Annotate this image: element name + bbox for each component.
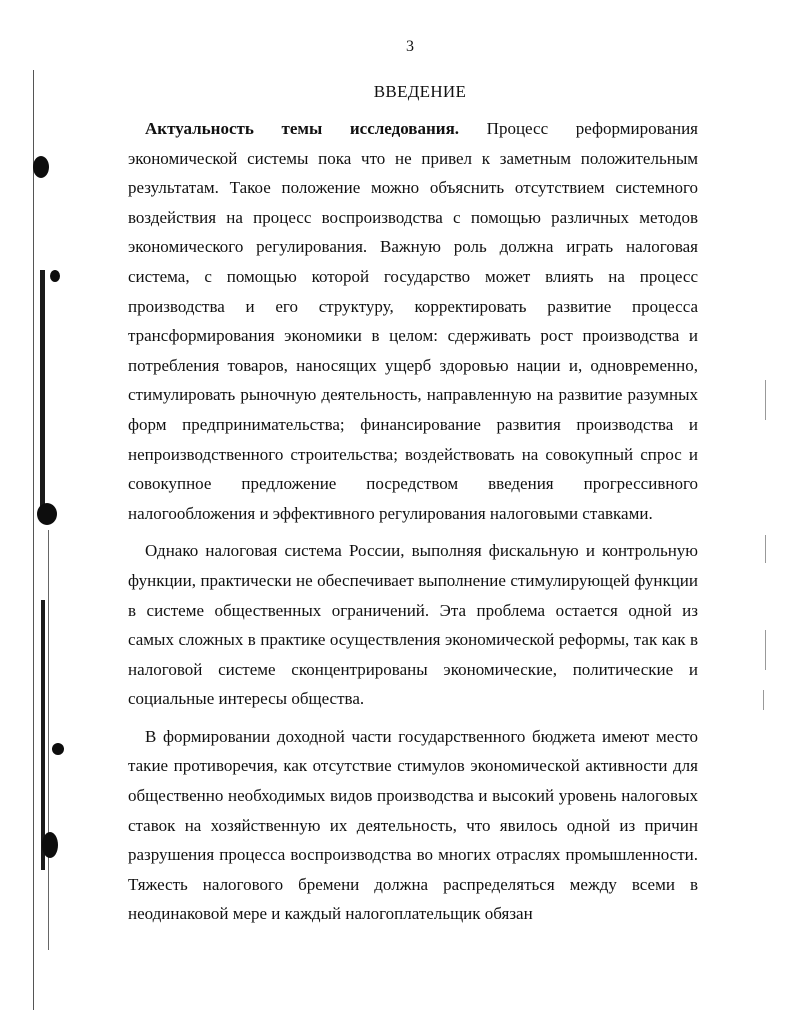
binding-edge-line bbox=[48, 530, 49, 950]
paragraph-text: Процесс реформирования экономической системы пока что не привел к заметным положительным результатам. Такое положение можно объяснить отсутствием системного воздействия на процесс воспроизводства с помощью различных методов экономического регулирования. Важную роль должна играть налоговая система, с помощью которой государство может влиять на процесс производства и его структуру, корректировать развитие процесса трансформирования экономики в целом: сдерживать рост производства и потребления товаров, наносящих ущерб здоровью нации и, одновременно, стимулировать рыночную деятельность, направленную на развитие разумных форм предпринимательства; финансирование развития производства и непроизводственного строительства; воздействовать на совокупный спрос и совокупное предложение посредством введения прогрессивного налогообложения и эффективного регулирования налоговыми ставками. bbox=[128, 119, 698, 523]
binding-hole-mark bbox=[37, 503, 57, 525]
paragraph-lead: Актуальность темы исследования. bbox=[145, 119, 460, 138]
scan-edge-mark bbox=[765, 630, 766, 670]
page-number: 3 bbox=[406, 38, 414, 55]
binding-hole-mark bbox=[42, 832, 58, 858]
scan-edge-mark bbox=[765, 535, 766, 563]
binding-hole-mark bbox=[50, 270, 60, 282]
scan-edge-mark bbox=[763, 690, 764, 710]
paragraph bbox=[128, 114, 698, 528]
binding-hole-mark bbox=[52, 743, 64, 755]
binding-edge-bar bbox=[40, 270, 45, 520]
paragraph: В формировании доходной части государственного бюджета имеют место такие противоречия, как отсутствие стимулов экономической активности для общественно необходимых видов производства и высокий уровень налоговых ставок на хозяйственную их деятельность, что явилось одной из причин разрушения процесса воспроизводства во многих отраслях промышленности. Тяжесть налогового бремени должна распределяться между всеми в неодинаковой мере и каждый налогоплательщик обязан bbox=[128, 726, 698, 924]
binding-edge-bar bbox=[41, 600, 45, 870]
section-heading: ВВЕДЕНИЕ bbox=[373, 82, 467, 101]
binding-edge-line bbox=[33, 70, 34, 1010]
body-text bbox=[128, 114, 698, 937]
binding-hole-mark bbox=[33, 156, 49, 178]
scan-edge-mark bbox=[765, 380, 766, 420]
paragraph: Однако налоговая система России, выполняя фискальную и контрольную функции, практически не обеспечивает выполнение стимулирующей функции в системе общественных ограничений. Эта проблема остается одной из самых сложных в практике осуществления экономической реформы, так как в налоговой системе сконцентрированы экономические, политические и социальные интересы общества. bbox=[128, 541, 698, 709]
